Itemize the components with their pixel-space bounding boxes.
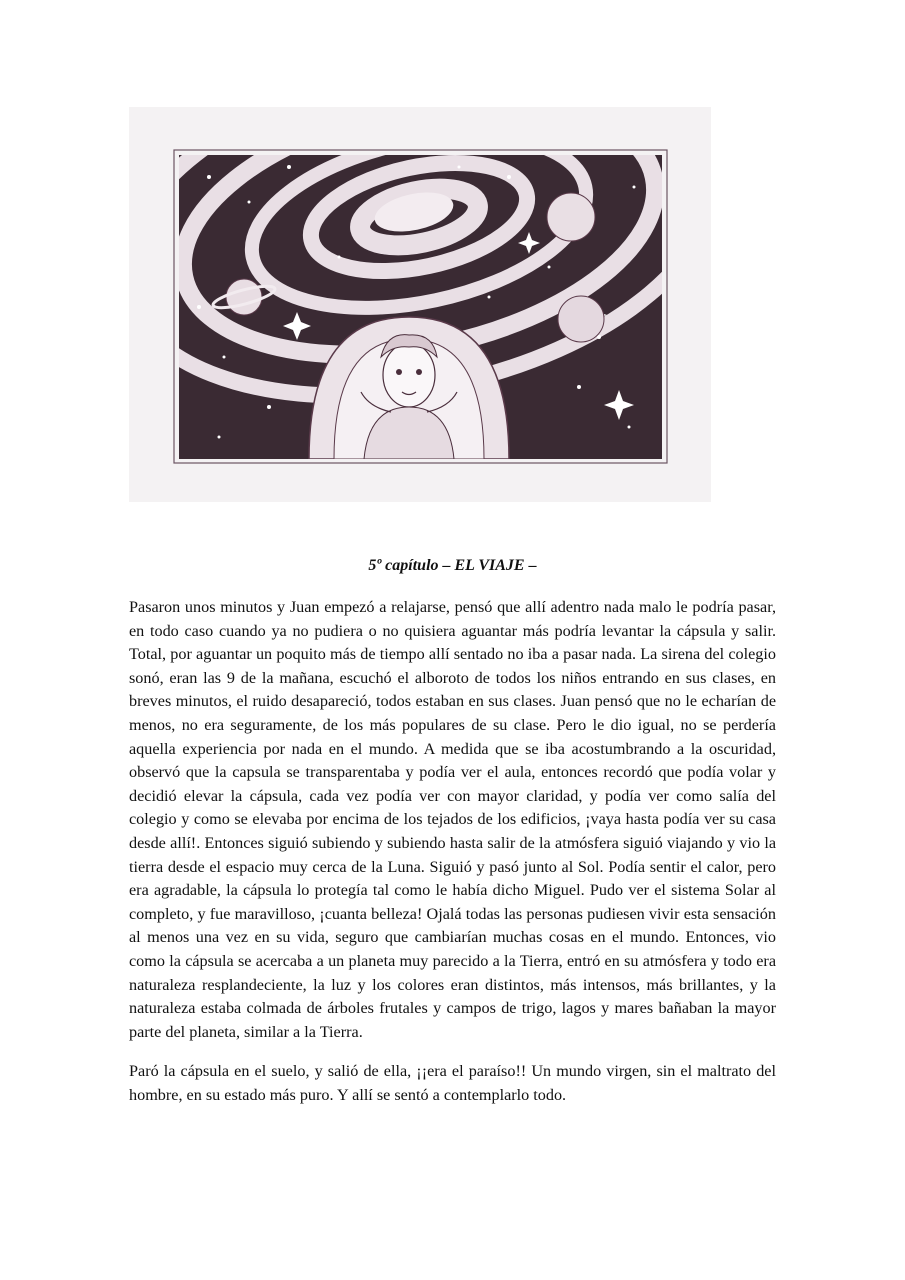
chapter-body	[129, 596, 776, 1123]
space-illustration	[129, 107, 711, 502]
paragraph: Pasaron unos minutos y Juan empezó a relajarse, pensó que allí adentro nada malo le podría pasar, en todo caso cuando ya no pudiera o no quisiera aguantar más podría levantar la cápsula y salir. Total, por aguantar un poquito más de tiempo allí sentado no iba a pasar nada. La sirena del colegio sonó, eran las 9 de la mañana, escuchó el alboroto de todos los niños entrando en sus clases, en breves minutos, el ruido desapareció, todos estaban en sus clases. Juan pensó que no le echarían de menos, no era seguramente, de los más populares de su clase. Pero le dio igual, no se perdería aquella experiencia por nada en el mundo. A medida que se iba acostumbrando a la oscuridad, observó que la capsula se transparentaba y podía ver el aula, entonces recordó que podía volar y decidió elevar la cápsula, cada vez podía ver con mayor claridad, y podía ver como salía del colegio y como se elevaba por encima de los tejados de los edificios, ¡vaya hasta podía ver su casa desde allí!. Entonces siguió subiendo y subiendo hasta salir de la atmósfera siguió viajando y vio la tierra desde el espacio muy cerca de la Luna. Siguió y pasó junto al Sol. Podía sentir el calor, pero era agradable, la cápsula lo protegía tal como le había dicho Miguel. Pudo ver el sistema Solar al completo, y fue maravilloso, ¡cuanta belleza! Ojalá todas las personas pudiesen vivir esta sensación al menos una vez en su vida, seguro que cambiarían muchas cosas en el mundo. Entonces, vio como la cápsula se acercaba a un planeta muy parecido a la Tierra, entró en su atmósfera y todo era naturaleza resplandeciente, la luz y los colores eran distintos, más intensos, más brillantes, y la naturaleza estaba colmada de árboles frutales y campos de trigo, lagos y mares bañaban la mayor parte del planeta, similar a la Tierra.	[129, 598, 776, 1041]
planet-top-right	[547, 193, 595, 241]
planet-right	[558, 296, 604, 342]
boy-face	[383, 343, 435, 407]
galaxy-drawing	[129, 107, 711, 502]
chapter-title: 5º capítulo – EL VIAJE –	[368, 557, 537, 574]
paragraph: Paró la cápsula en el suelo, y salió de ella, ¡¡era el paraíso!! Un mundo virgen, sin el maltrato del hombre, en su estado más puro. Y allí se sentó a contemplarlo todo.	[129, 1062, 776, 1104]
